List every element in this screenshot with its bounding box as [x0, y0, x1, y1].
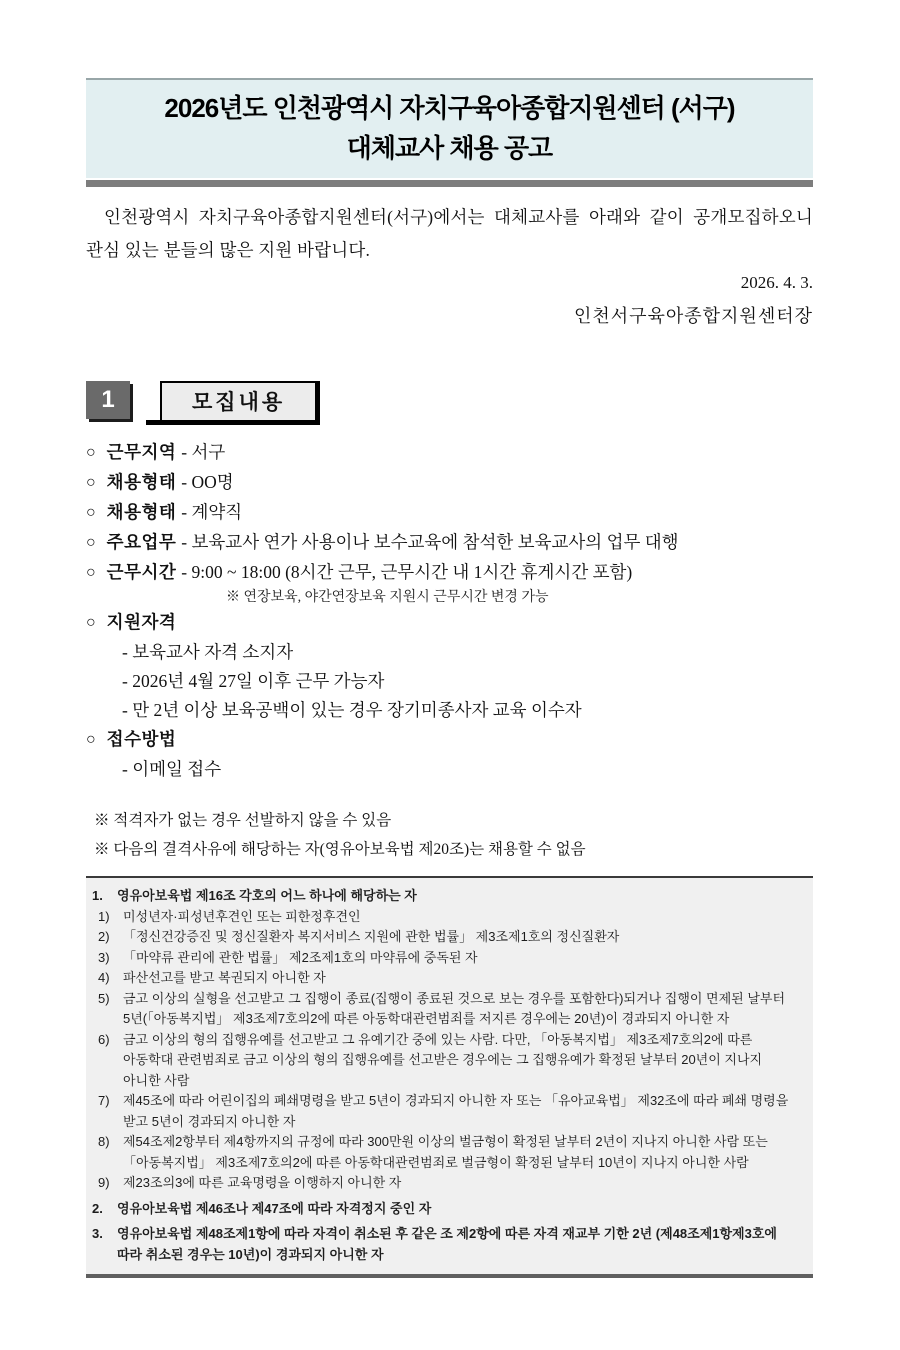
legal-item-text: 금고 이상의 형의 집행유예를 선고받고 그 유예기간 중에 있는 사람. 다만, 「아동복지법」 제3조제7호의2에 따른 아동학대 관련범죄로 금고 이상의 형의 집행유예를 선고받은 경우에는 그 집행유예가 확정된 날부터 20년이 지나지 아니한 사람 [123, 1031, 763, 1088]
item-label: 채용형태 [106, 472, 177, 492]
item-text: - 서구 [181, 442, 226, 462]
legal-item-text: 제54조제2항부터 제4항까지의 규정에 따라 300만원 이상의 벌금형이 확정된 날부터 2년이 지나지 아니한 사람 또는 「아동복지법」 제3조제7호의2에 따른 아동학대관련범죄로 벌금형이 확정된 날부터 10년이 지나지 아니한 사람 [123, 1134, 768, 1170]
list-item [86, 608, 813, 638]
legal-item-number: 7) [98, 1093, 110, 1108]
legal-item-number: 5) [98, 990, 110, 1006]
section1-header [86, 381, 813, 425]
legal-item-text: 미성년자·피성년후견인 또는 피한정후견인 [123, 908, 361, 924]
section-title-underline [146, 381, 320, 425]
legal-item [92, 886, 803, 907]
section-title: 모집내용 [160, 381, 320, 420]
legal-item-text: 제23조의3에 따른 교육명령을 이행하지 아니한 자 [123, 1175, 402, 1190]
remarks [86, 806, 813, 864]
page-title-line1: 2026년도 인천광역시 자치구육아종합지원센터 (서구) [164, 93, 735, 123]
item-label: 근무지역 [106, 442, 177, 462]
announcement-date: 2026. 4. 3. [740, 273, 813, 292]
legal-item [92, 989, 803, 1030]
legal-item [92, 1224, 803, 1265]
item-text: - 9:00 ~ 18:00 (8시간 근무, 근무시간 내 1시간 휴게시간 포함) [181, 562, 633, 582]
intro-paragraph: 인천광역시 자치구육아종합지원센터(서구)에서는 대체교사를 아래와 같이 공개모집하오니 관심 있는 분들의 많은 지원 바랍니다. [86, 207, 813, 260]
sub-item: - 2026년 4월 27일 이후 근무 가능자 [122, 671, 385, 691]
legal-item [92, 907, 803, 928]
remark-line: ※ 다음의 결격사유에 해당하는 자(영유아보육법 제20조)는 채용할 수 없음 [94, 841, 586, 858]
legal-item-text: 영유아보육법 제16조 각호의 어느 하나에 해당하는 자 [117, 888, 417, 903]
header-divider-bar [86, 180, 813, 187]
list-item [86, 725, 813, 755]
document-page [0, 78, 900, 1350]
legal-item [92, 968, 803, 989]
item-label: 근무시간 [106, 562, 177, 582]
sub-item: - 보육교사 자격 소지자 [122, 642, 294, 662]
legal-item [92, 927, 803, 948]
recruit-list [86, 438, 813, 784]
legal-item [92, 1091, 803, 1132]
worktime-note: ※ 연장보육, 야간연장보육 지원시 근무시간 변경 가능 [226, 590, 549, 605]
item-label: 지원자격 [106, 612, 177, 632]
item-text: - 계약직 [181, 502, 243, 522]
circle-bullet-icon: ○ [86, 534, 96, 551]
legal-item [92, 1199, 803, 1220]
legal-item-number: 3. [92, 1226, 103, 1241]
list-item [86, 498, 813, 528]
legal-disqualification-box [86, 876, 813, 1278]
legal-item-text: 「정신건강증진 및 정신질환자 복지서비스 지원에 관한 법률」 제3조제1호의 정신질환자 [123, 929, 620, 944]
circle-bullet-icon: ○ [86, 564, 96, 581]
legal-item [92, 1173, 803, 1194]
item-text: - OO명 [181, 472, 234, 492]
legal-item-number: 8) [98, 1134, 110, 1149]
legal-item-number: 2) [98, 929, 110, 944]
legal-item-text: 금고 이상의 실형을 선고받고 그 집행이 종료(집행이 종료된 것으로 보는 경우를 포함한다)되거나 집행이 면제된 날부터 5년(「아동복지법」 제3조제7호의2에 따른 아동학대관련범죄를 저지른 경우에는 20년)이 경과되지 아니한 자 [123, 990, 786, 1026]
legal-item-text: 제45조에 따라 어린이집의 폐쇄명령을 받고 5년이 경과되지 아니한 자 또는 「유아교육법」 제32조에 따라 폐쇄 명령을 받고 5년이 경과되지 아니한 자 [123, 1093, 789, 1129]
list-item [86, 558, 813, 588]
legal-item [92, 1030, 803, 1092]
item-text: - 보육교사 연가 사용이나 보수교육에 참석한 보육교사의 업무 대행 [181, 532, 679, 552]
circle-bullet-icon: ○ [86, 444, 96, 461]
legal-item-text: 영유아보육법 제48조제1항에 따라 자격이 취소된 후 같은 조 제2항에 따른 자격 재교부 기한 2년 (제48조제1항제3호에 따라 취소된 경우는 10년)이 경과되지 아니한 자 [117, 1226, 777, 1262]
list-item [86, 468, 813, 498]
item-label: 주요업무 [106, 532, 177, 552]
legal-item-number: 2. [92, 1200, 103, 1216]
legal-item-text: 파산선고를 받고 복권되지 아니한 자 [123, 970, 326, 985]
legal-item-number: 1. [92, 888, 103, 903]
circle-bullet-icon: ○ [86, 731, 96, 748]
title-banner [86, 78, 813, 178]
circle-bullet-icon: ○ [86, 474, 96, 491]
legal-item-number: 6) [98, 1031, 110, 1047]
list-item [86, 528, 813, 558]
sub-item: - 만 2년 이상 보육공백이 있는 경우 장기미종사자 교육 이수자 [122, 700, 582, 720]
legal-item-text: 영유아보육법 제46조나 제47조에 따라 자격정지 중인 자 [117, 1200, 432, 1216]
legal-item-text: 「마약류 관리에 관한 법률」 제2조제1호의 마약류에 중독된 자 [123, 949, 478, 965]
section-number-badge: 1 [86, 381, 130, 419]
legal-item-number: 3) [98, 949, 110, 965]
list-item [86, 438, 813, 468]
document-content [86, 78, 813, 1278]
legal-item [92, 948, 803, 969]
legal-item-number: 9) [98, 1175, 110, 1190]
legal-item-number: 4) [98, 970, 110, 985]
item-label: 채용형태 [106, 502, 177, 522]
legal-item-number: 1) [98, 908, 110, 924]
circle-bullet-icon: ○ [86, 614, 96, 631]
circle-bullet-icon: ○ [86, 504, 96, 521]
remark-line: ※ 적격자가 없는 경우 선발하지 않을 수 있음 [94, 812, 392, 829]
legal-item [92, 1132, 803, 1173]
page-title-line2: 대체교사 채용 공고 [346, 133, 553, 163]
item-label: 접수방법 [106, 729, 177, 749]
sub-item: - 이메일 접수 [122, 759, 222, 779]
announcement-signer: 인천서구육아종합지원센터장 [573, 306, 813, 326]
